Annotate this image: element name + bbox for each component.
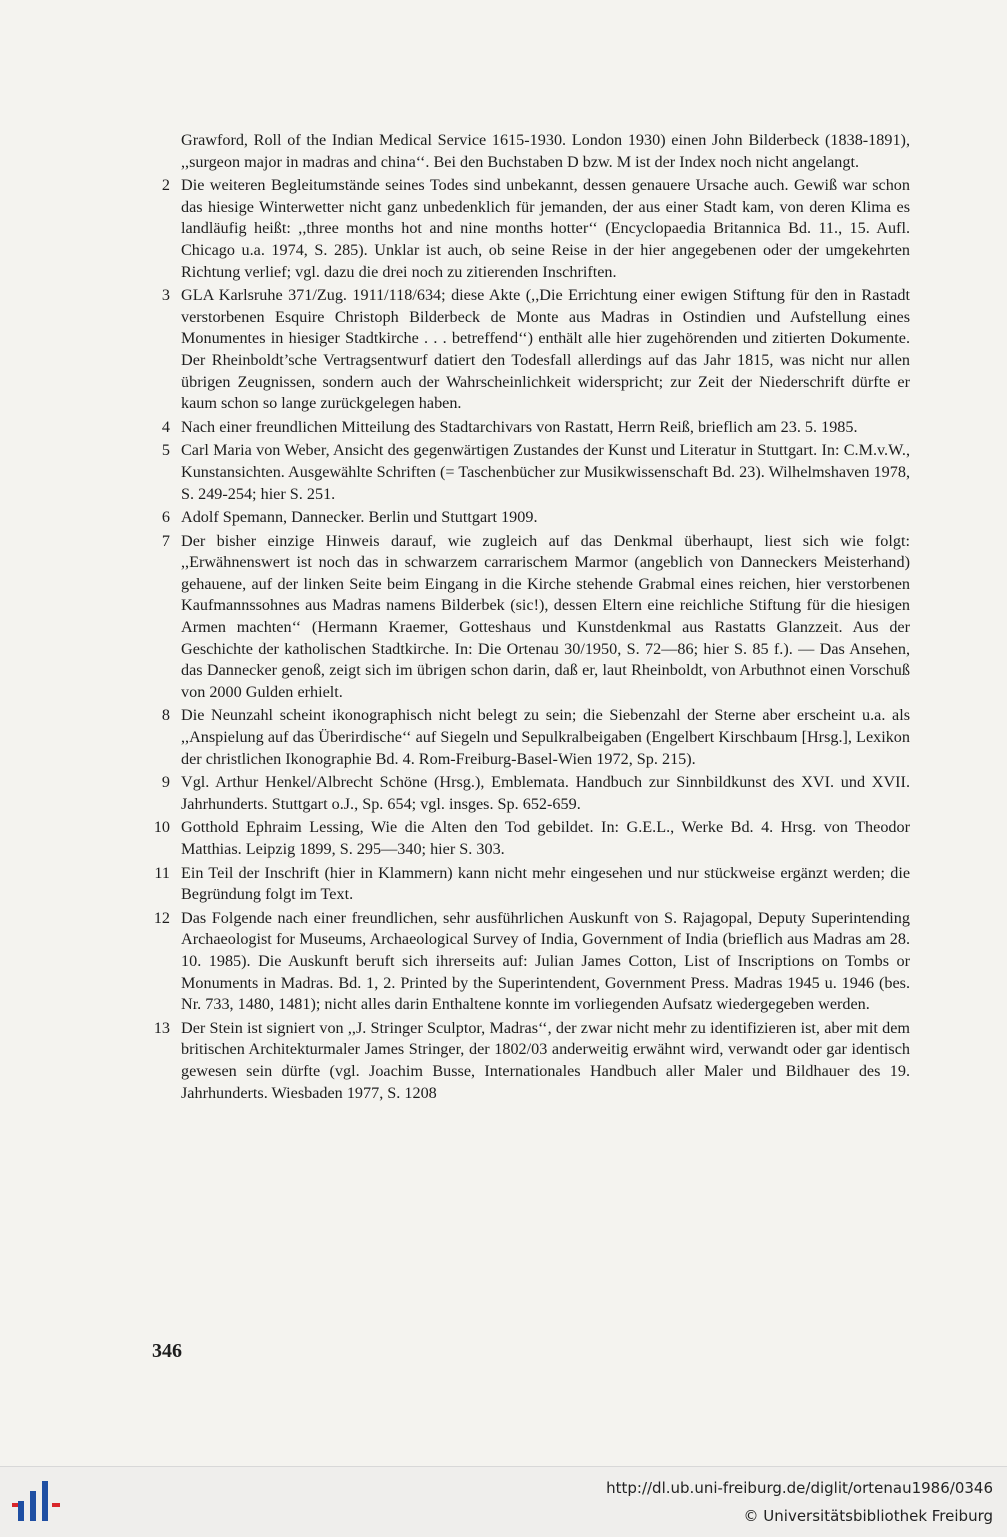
footnote: [150, 417, 910, 439]
logo-dash-right: [52, 1503, 60, 1507]
footnote-text: Der bisher einzige Hinweis darauf, wie zugleich auf das Denkmal überhaupt, liest sich wie folgt: ,,Erwähnenswert ist noch das in schwarzem carrarischem Marmor (angeblich von Danneckers Meisterhand) gehauene, auf der linken Seite beim Eingang in die Kirche stehende Grabmal eines reichen, hier verstorbenen Kaufmannssohnes aus Madras namens Bilderbek (sic!), dessen Eltern eine reichliche Stiftung für die hiesigen Armen machten‘‘ (Hermann Kraemer, Gotteshaus und Kunstdenkmal aus Rastatts Glanzzeit. Aus der Geschichte der katholischen Stadtkirche. In: Die Ortenau 30/1950, S. 72—86; hier S. 85 f.). — Das Ansehen, das Dannecker genoß, zeigt sich im übrigen schon darin, daß er, laut Rheinboldt, von Arbuthnot einen Vorschuß von 2000 Gulden erhielt.: [181, 531, 910, 701]
source-url-link[interactable]: http://dl.ub.uni-freiburg.de/diglit/ortenau1986/0346: [606, 1479, 993, 1497]
footnote-text: Gotthold Ephraim Lessing, Wie die Alten den Tod gebildet. In: G.E.L., Werke Bd. 4. Hrsg. von Theodor Matthias. Leipzig 1899, S. 295—340; hier S. 303.: [181, 818, 910, 858]
footnote: [150, 817, 910, 860]
footnote: [150, 531, 910, 704]
footnote: [150, 705, 910, 770]
footnote-number: 8: [161, 706, 170, 725]
footnote-text: Adolf Spemann, Dannecker. Berlin und Stuttgart 1909.: [181, 508, 538, 527]
footnote-text: Ein Teil der Inschrift (hier in Klammern) kann nicht mehr eingesehen und nur stückweise ergänzt werden; die Begründung folgt im Text.: [181, 863, 910, 904]
footnote-number: 5: [161, 441, 170, 460]
footnote-number: 3: [161, 286, 170, 305]
footnote-number: 4: [161, 417, 170, 436]
footnote-number: 13: [153, 1018, 170, 1037]
footnote-number: 6: [161, 508, 170, 527]
footnote: [150, 1018, 910, 1104]
footnotes: [150, 130, 910, 1104]
footnote-number: 11: [154, 863, 170, 882]
footnote-number: 9: [161, 773, 170, 792]
footnote-number: 7: [161, 531, 170, 550]
footnote: [150, 908, 910, 1016]
logo-bar-mid: [30, 1491, 36, 1521]
footnote-number: 12: [153, 908, 170, 927]
logo-bar-right: [42, 1481, 48, 1521]
footnote: [150, 285, 910, 415]
footnote-continuation: Grawford, Roll of the Indian Medical Service 1615-1930. London 1930) einen John Bilderbeck (1838-1891), ,,surgeon major in madras and china‘‘. Bei den Buchstaben D bzw. M ist der Index noch nicht angelangt.: [181, 131, 910, 171]
footnote-number: 10: [153, 818, 170, 837]
footnote-text: GLA Karlsruhe 371/Zug. 1911/118/634; diese Akte (,,Die Errichtung einer ewigen Stiftung für den in Rastadt verstorbenen Esquire Christoph Bilderbeck de Monte aus Madras in Ostindien und Aufstellung eines Monumentes in hiesiger Stadtkirche . . . betreffend‘‘) enthält alle hier zugehörenden und zitierten Dokumente. Der Rheinboldt’sche Vertragsentwurf datiert den Todesfall allerdings auf das Jahr 1815, was nicht nur allen übrigen Zeugnissen, sondern auch der Wahrscheinlichkeit widerspricht; zur Zeit der Niederschrift dürfte er kaum schon so lange zurückgelegen haben.: [181, 286, 910, 413]
footnote-text: Vgl. Arthur Henkel/Albrecht Schöne (Hrsg.), Emblemata. Handbuch zur Sinnbildkunst des XVI. und XVII. Jahrhunderts. Stuttgart o.J., Sp. 654; vgl. insges. Sp. 652-659.: [181, 773, 910, 813]
footnote-text: Die Neunzahl scheint ikonographisch nicht belegt zu sein; die Siebenzahl der Sterne aber erscheint u.a. als ,,Anspielung auf das Überirdische‘‘ auf Siegeln und Sepulkralbeigaben (Engelbert Kirschbaum [Hrsg.], Lexikon der christlichen Ikonographie Bd. 4. Rom-Freiburg-Basel-Wien 1972, Sp. 215).: [181, 706, 910, 768]
footnote-text: Das Folgende nach einer freundlichen, sehr ausführlichen Auskunft von S. Rajagopal, Deputy Superintending Archaeologist for Museums, Archaeological Survey of India, Government of India (brieflich aus Madras am 28. 10. 1985). Die Auskunft beruft sich ihrerseits auf: Julian James Cotton, List of Inscriptions on Tombs or Monuments in Madras. Bd. 1, 2. Printed by the Superintendent, Government Press. Madras 1945 u. 1946 (bes. Nr. 733, 1480, 1481); nicht alles darin Enthaltene konnte im vorliegenden Aufsatz wiedergegeben werden.: [181, 908, 910, 1014]
logo-bar-left: [18, 1501, 24, 1521]
footnote-text: Carl Maria von Weber, Ansicht des gegenwärtigen Zustandes der Kunst und Literatur in Stuttgart. In: C.M.v.W., Kunstansichten. Ausgewählte Schriften (= Taschenbücher zur Musikwissenschaft Bd. 23). Wilhelmshaven 1978, S. 249-254; hier S. 251.: [181, 441, 910, 503]
footnote: [150, 175, 910, 283]
logo-dash-left: [12, 1503, 18, 1507]
ub-freiburg-logo-icon: [12, 1477, 66, 1527]
footnote-text: Nach einer freundlichen Mitteilung des Stadtarchivars von Rastatt, Herrn Reiß, brieflich am 23. 5. 1985.: [181, 417, 858, 436]
footnote: [150, 863, 910, 906]
footer-bar: [0, 1466, 1007, 1537]
footnote: [150, 507, 910, 529]
page-number: 346: [152, 1340, 182, 1362]
copyright-text: © Universitätsbibliothek Freiburg: [743, 1507, 993, 1525]
footnote: [150, 772, 910, 815]
footnote-text: Der Stein ist signiert von ,,J. Stringer Sculptor, Madras‘‘, der zwar nicht mehr zu identifizieren ist, aber mit dem britischen Architekturmaler James Stringer, der 1802/03 anderweitig erwähnt wird, verwandt oder gar identisch gewesen sein dürfte (vgl. Joachim Busse, Internationales Handbuch aller Maler und Bildhauer des 19. Jahrhunderts. Wiesbaden 1977, S. 1208: [181, 1018, 910, 1102]
footnote-number: 2: [161, 176, 170, 195]
footnote: [150, 440, 910, 505]
footnote-text: Die weiteren Begleitumstände seines Todes sind unbekannt, dessen genauere Ursache auch. Gewiß war schon das hiesige Winterwetter nicht ganz unbedenklich für jemanden, der aus einer Stadt kam, von deren Klima es landläufig heißt: ,,three months hot and nine months hotter‘‘ (Encyclopaedia Britannica Bd. 11., 15. Aufl. Chicago u.a. 1974, S. 285). Unklar ist auch, ob seine Reise in der hier angegebenen oder der umgekehrten Richtung verlief; vgl. dazu die drei noch zu zitierenden Inschriften.: [181, 176, 910, 281]
